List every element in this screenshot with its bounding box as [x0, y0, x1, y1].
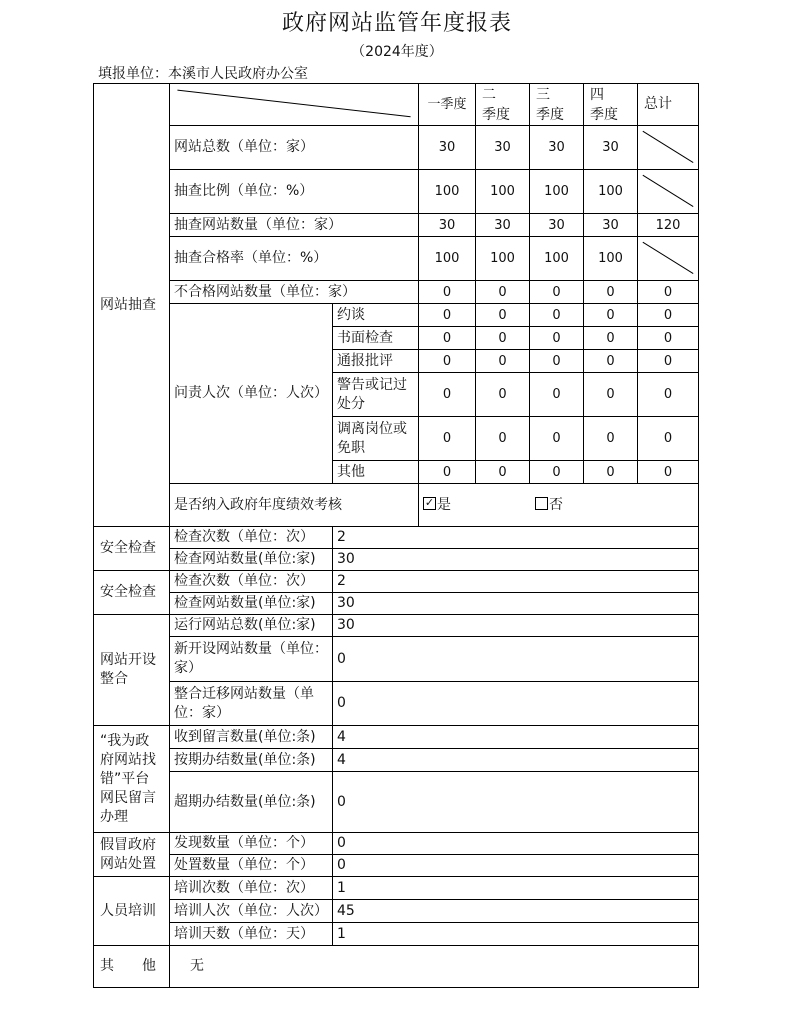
cell-value: 0: [333, 682, 699, 726]
row-label: 检查次数（单位：次）: [170, 571, 333, 593]
cell-value: 100: [476, 170, 530, 214]
category-security-check: 安全检查: [94, 527, 170, 571]
col-header-total: 总计: [638, 84, 699, 126]
cell-value-total: 0: [638, 373, 699, 417]
cell-value: 0: [476, 417, 530, 461]
row-label: 通报批评: [333, 350, 419, 373]
cell-value-total: 0: [638, 327, 699, 350]
report-year: （2024年度）: [351, 44, 443, 60]
cell-value: 0: [333, 833, 699, 855]
no-checkbox[interactable]: [535, 497, 548, 510]
row-label: 运行网站总数(单位:家): [170, 615, 333, 637]
cell-value: 0: [530, 461, 584, 484]
no-label: 否: [549, 496, 563, 513]
col-header-q4: 四 季度: [584, 84, 638, 126]
cell-value: 45: [333, 900, 699, 923]
cell-value-total: 0: [638, 461, 699, 484]
category-website-inspection: 网站抽查: [94, 84, 170, 527]
cell-value: 0: [419, 281, 476, 304]
total-slashed-cell: [638, 170, 699, 214]
cell-value: 2: [333, 571, 699, 593]
cell-value: 0: [419, 304, 476, 327]
table-row: [94, 126, 699, 170]
header-row: [94, 84, 699, 126]
category-other: 其 他: [94, 946, 170, 988]
table-row: [94, 726, 699, 749]
row-label: 培训天数（单位：天）: [170, 923, 333, 946]
cell-value: 0: [419, 417, 476, 461]
cell-value-total: 120: [638, 214, 699, 237]
row-label: 网站总数（单位：家）: [170, 126, 419, 170]
total-slashed-cell: [638, 237, 699, 281]
table-row: [94, 855, 699, 877]
col-header-q2: 二 季度: [476, 84, 530, 126]
cell-value: 0: [530, 281, 584, 304]
reporting-unit: 填报单位：本溪市人民政府办公室: [98, 66, 308, 82]
checkmark-icon: ✓: [424, 495, 435, 509]
cell-value: 1: [333, 923, 699, 946]
row-label: 抽查网站数量（单位：家）: [170, 214, 419, 237]
header-diagonal-cell: [170, 84, 419, 126]
category-website-consolidation: 网站开设整合: [94, 615, 170, 726]
cell-value: 0: [476, 373, 530, 417]
col-header-q1: 一季度: [419, 84, 476, 126]
yes-label: 是: [437, 496, 451, 513]
cell-value: 4: [333, 749, 699, 772]
row-label: 发现数量（单位：个）: [170, 833, 333, 855]
cell-value: 30: [333, 549, 699, 571]
cell-value: 0: [584, 327, 638, 350]
cell-value: 0: [530, 350, 584, 373]
cell-value: 30: [476, 126, 530, 170]
cell-value: 1: [333, 877, 699, 900]
cell-value: 0: [476, 350, 530, 373]
table-row: [94, 877, 699, 900]
report-table: [93, 83, 699, 988]
row-label: 培训人次（单位：人次）: [170, 900, 333, 923]
row-label: 检查网站数量(单位:家): [170, 549, 333, 571]
cell-value: 0: [584, 304, 638, 327]
row-label: 约谈: [333, 304, 419, 327]
table-row: [94, 946, 699, 988]
other-value: 无: [170, 946, 699, 988]
row-label: 抽查比例（单位：%）: [170, 170, 419, 214]
cell-value: 100: [530, 170, 584, 214]
cell-value: 0: [476, 461, 530, 484]
row-label: 超期办结数量(单位:条): [170, 772, 333, 833]
table-row: [94, 281, 699, 304]
cell-value: 0: [333, 855, 699, 877]
table-row: [94, 304, 699, 327]
table-row: [94, 615, 699, 637]
cell-value: 0: [530, 373, 584, 417]
category-security-check: 安全检查: [94, 571, 170, 615]
table-row: [94, 637, 699, 682]
cell-value: 100: [419, 170, 476, 214]
row-label: 检查次数（单位：次）: [170, 527, 333, 549]
table-row: [94, 923, 699, 946]
col-header-q3: 三 季度: [530, 84, 584, 126]
cell-value: 30: [476, 214, 530, 237]
cell-value: 0: [333, 637, 699, 682]
assessment-options: [419, 484, 699, 527]
cell-value: 0: [584, 281, 638, 304]
row-label: 处置数量（单位：个）: [170, 855, 333, 877]
row-label: 新开设网站数量（单位：家）: [170, 637, 333, 682]
table-row: [94, 593, 699, 615]
cell-value: 0: [419, 350, 476, 373]
cell-value: 0: [476, 281, 530, 304]
table-row: [94, 170, 699, 214]
row-label: 培训次数（单位：次）: [170, 877, 333, 900]
cell-value: 2: [333, 527, 699, 549]
total-slashed-cell: [638, 126, 699, 170]
table-row: [94, 749, 699, 772]
cell-value: 0: [333, 772, 699, 833]
assessment-label: 是否纳入政府年度绩效考核: [170, 484, 419, 527]
row-label: 书面检查: [333, 327, 419, 350]
table-row: [94, 571, 699, 593]
row-label: 整合迁移网站数量（单位：家）: [170, 682, 333, 726]
row-label: 抽查合格率（单位：%）: [170, 237, 419, 281]
cell-value: 0: [584, 461, 638, 484]
cell-value-total: 0: [638, 350, 699, 373]
cell-value: 30: [333, 593, 699, 615]
table-row: [94, 237, 699, 281]
yes-checkbox[interactable]: [423, 497, 436, 510]
cell-value: 100: [530, 237, 584, 281]
cell-value-total: 0: [638, 417, 699, 461]
cell-value: 30: [530, 126, 584, 170]
cell-value-total: 0: [638, 304, 699, 327]
row-label: 调离岗位或免职: [333, 417, 419, 461]
cell-value: 0: [584, 373, 638, 417]
cell-value: 30: [419, 126, 476, 170]
cell-value: 100: [584, 237, 638, 281]
table-row: [94, 549, 699, 571]
row-label: 检查网站数量(单位:家): [170, 593, 333, 615]
assessment-row: [94, 484, 699, 527]
cell-value: 30: [584, 214, 638, 237]
cell-value: 4: [333, 726, 699, 749]
cell-value: 0: [476, 327, 530, 350]
row-label: 不合格网站数量（单位：家）: [170, 281, 419, 304]
cell-value: 30: [333, 615, 699, 637]
cell-value: 0: [530, 417, 584, 461]
cell-value: 0: [419, 461, 476, 484]
table-row: [94, 772, 699, 833]
row-label: 按期办结数量(单位:条): [170, 749, 333, 772]
category-message-handling: “我为政府网站找错”平台网民留言办理: [94, 726, 170, 833]
cell-value: 100: [476, 237, 530, 281]
table-row: [94, 900, 699, 923]
cell-value: 0: [584, 417, 638, 461]
row-label: 警告或记过处分: [333, 373, 419, 417]
cell-value: 0: [530, 327, 584, 350]
category-staff-training: 人员培训: [94, 877, 170, 946]
table-row: [94, 214, 699, 237]
cell-value: 0: [476, 304, 530, 327]
cell-value: 0: [419, 327, 476, 350]
page-title: 政府网站监管年度报表: [281, 11, 512, 36]
table-row: [94, 833, 699, 855]
table-row: [94, 527, 699, 549]
cell-value: 0: [584, 350, 638, 373]
cell-value: 30: [584, 126, 638, 170]
cell-value: 0: [530, 304, 584, 327]
row-label: 其他: [333, 461, 419, 484]
cell-value: 100: [419, 237, 476, 281]
cell-value: 30: [530, 214, 584, 237]
cell-value: 100: [584, 170, 638, 214]
table-row: [94, 682, 699, 726]
cell-value: 30: [419, 214, 476, 237]
accountability-label: 问责人次（单位：人次）: [170, 304, 333, 484]
category-counterfeit-sites: 假冒政府网站处置: [94, 833, 170, 877]
cell-value-total: 0: [638, 281, 699, 304]
row-label: 收到留言数量(单位:条): [170, 726, 333, 749]
cell-value: 0: [419, 373, 476, 417]
